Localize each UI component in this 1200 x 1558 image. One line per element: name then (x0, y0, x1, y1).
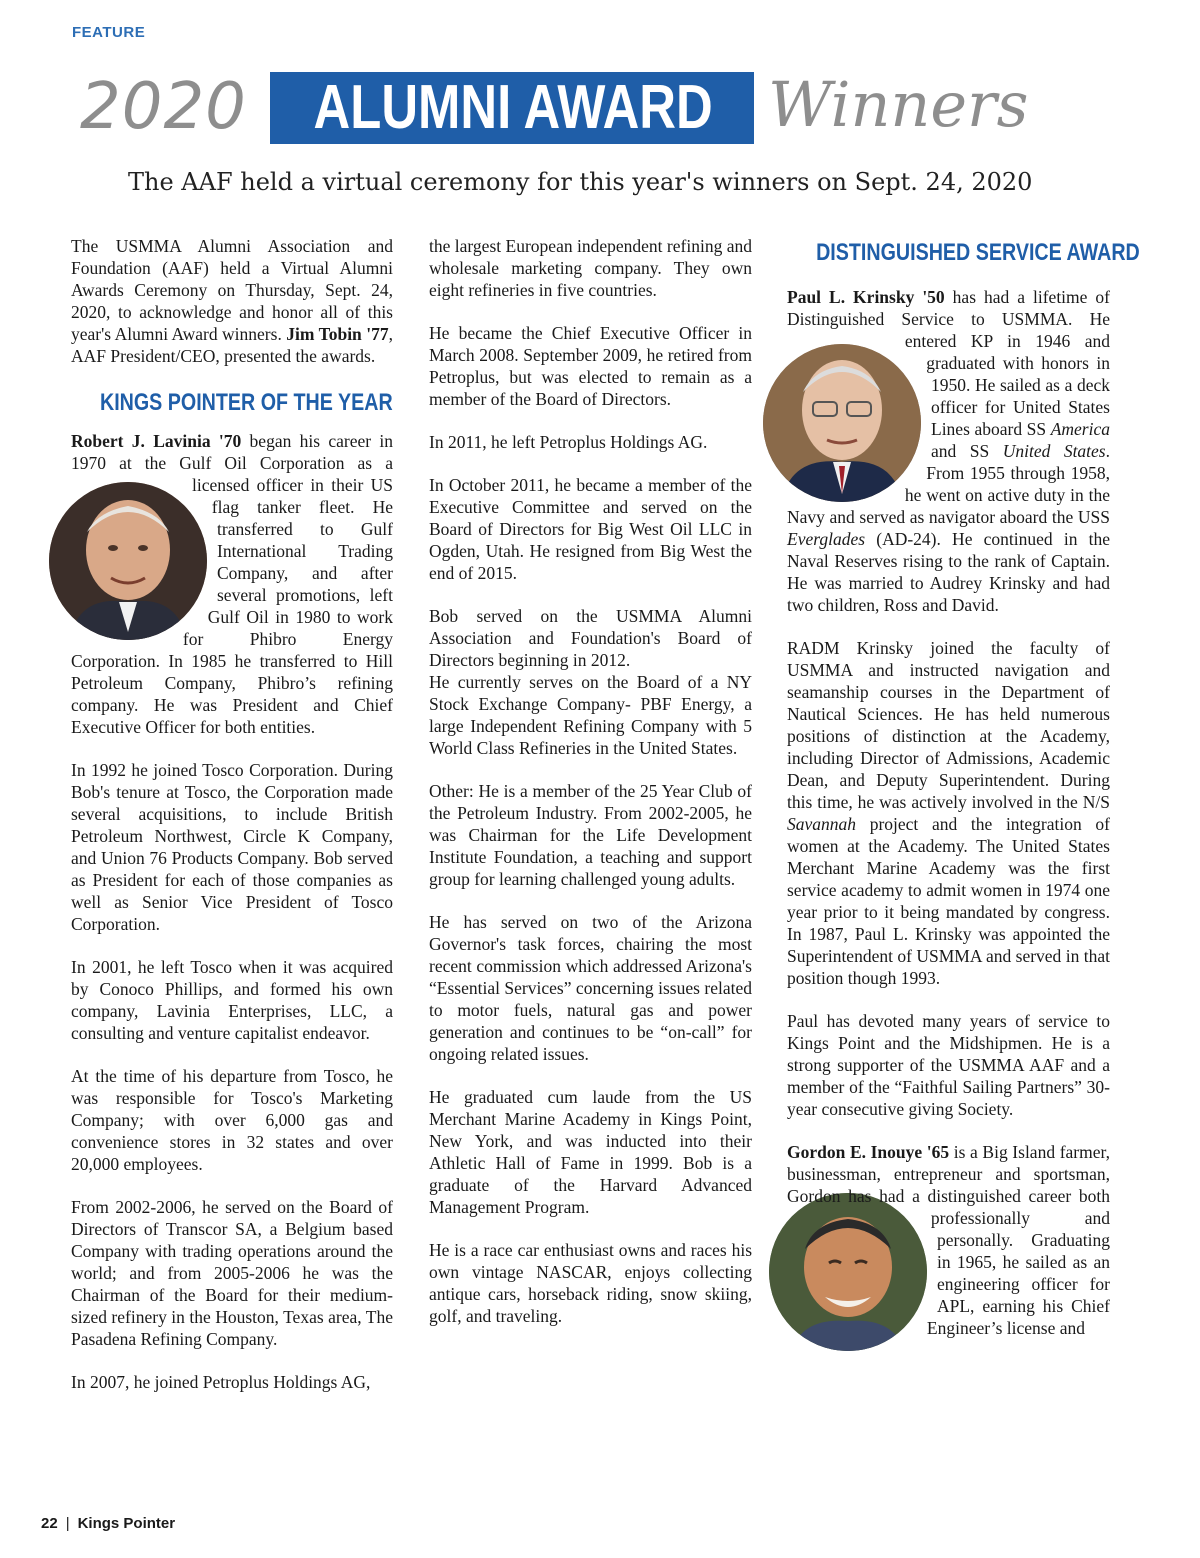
inouye-bio (787, 1141, 1110, 1339)
lavinia-lead: began his career in 1970 at the Gulf Oil Corporation as (71, 431, 393, 473)
column-1 (71, 235, 393, 1414)
paragraph: He became the Chief Executive Officer in March 2008. September 2009, he retired from Petroplus, but was elected to remain as a member of the Board of Directors. (429, 323, 752, 409)
paragraph: In 1992 he joined Tosco Corporation. During Bob's tenure at Tosco, the Corporation made several acquisitions, to include British Petroleum Northwest, Circle K Company, and Union 76 Products Company. Bob served as President for each of those companies as well as Senior Vice President of Tosco Corporation. (71, 760, 393, 934)
paragraph: In 2007, he joined Petroplus Holdings AG, (71, 1372, 371, 1392)
inouye-lead: is a Big Island farmer, businessman, entrepreneur and sportsman, Gordon has had (787, 1142, 1110, 1206)
subtitle: The AAF held a virtual ceremony for this year's winners on Sept. 24, 2020 (128, 168, 1033, 196)
inouye-portrait (769, 1193, 927, 1351)
krinsky-text: He entered KP in 1946 and graduated with honors in 1950. He sailed as a deck officer for United States Lines aboard SS America and SS United States. From 1955 through 1958, he went on active duty in the Navy and served as navigator aboard the USS Everglades (AD-24). He continued in the Naval Reserves rising to the rank of Captain. He was married to Audrey Krinsky and had two children, Ross and David. (787, 309, 1110, 615)
lavinia-portrait (49, 482, 207, 640)
column-2 (429, 235, 752, 1348)
krinsky-portrait (763, 344, 921, 502)
paragraph: Other: He is a member of the 25 Year Club of the Petroleum Industry. From 2002-2005, he was Chairman for the Life Development Institute Foundation, a teaching and support group for learning challenged young adults. (429, 781, 752, 889)
title-banner (270, 72, 754, 144)
publication-name: Kings Pointer (77, 1515, 176, 1532)
krinsky-bio (787, 286, 1110, 616)
page-title (0, 70, 1200, 146)
paragraph: He graduated cum laude from the US Merchant Marine Academy in Kings Point, New York, and was inducted into their Athletic Hall of Fame in 1999. Bob is a graduate of the Harvard Advanced Management Program. (429, 1087, 752, 1217)
ship-name: Everglades (787, 529, 866, 549)
page-number: 22 (41, 1515, 58, 1532)
lavinia-bio (71, 430, 393, 738)
title-year: 2020 (80, 70, 247, 144)
paragraph: Paul has devoted many years of service to Kings Point and the Midshipmen. He is a strong supporter of the USMMA AAF and a member of the “Faithful Sailing Partners” 30-year consecutive giving Society. (787, 1011, 1110, 1119)
paragraph: the largest European independent refining and wholesale marketing company. They own eight refineries in five countries. (429, 236, 752, 300)
paragraph: In 2011, he left Petroplus Holdings AG. (429, 432, 708, 452)
footer-separator: | (65, 1515, 70, 1532)
paragraph: RADM Krinsky joined the faculty of USMMA and instructed navigation and seamanship courses in the Department of Nautical Sciences. He has held numerous positions of distinction at the Academy, including Director of Admissions, Academic Dean, and Deputy Superintendent. During this time, he was actively involved in the N/S Savannah project and the integration of women at the Academy. The United States Merchant Marine Academy was the first service academy to admit women in 1974 one year prior to it being mandated by congress. In 1987, Paul L. Krinsky was appointed the Superintendent of USMMA and served in that position though 1993. (787, 638, 1110, 988)
inouye-name: Gordon E. Inouye '65 (787, 1142, 950, 1162)
inouye-text: a distinguished career both professionally and personally. Graduating in 1965, he sailed as an engineering officer for APL, earning his Chief Engineer’s license and (912, 1186, 1110, 1338)
intro-paragraph: The USMMA Alumni Association and Foundation (AAF) held a Virtual Alumni Awards Ceremony on Thursday, Sept. 24, 2020, to acknowledge and honor all of this year's Alumni Award winners. Jim Tobin '77, AAF President/CEO, presented the awards. (71, 236, 393, 366)
paragraph: Bob served on the USMMA Alumni Association and Foundation's Board of Directors beginning in 2012. He currently serves on the Board of a NY Stock Exchange Company- PBF Energy, a large Independent Refining Company with 5 World Class Refineries in the United States. (429, 606, 752, 758)
paragraph: At the time of his departure from Tosco, he was responsible for Tosco's Marketing Company; with over 6,000 gas and convenience stores in 32 states and over 20,000 employees. (71, 1066, 393, 1174)
ship-name: Savannah (787, 814, 857, 834)
krinsky-name: Paul L. Krinsky '50 (787, 287, 945, 307)
title-script: Winners (768, 68, 1029, 141)
section-label: FEATURE (72, 24, 146, 41)
krinsky-lead: has had a lifetime of Distinguished Service to USMMA. (787, 287, 1110, 329)
lavinia-text: a licensed officer in their US flag tanker fleet. He transferred to Gulf International Trading Company, and after several promotions, left Gulf Oil in 1980 to work for Phibro Energy Corporation. In 1985 he transferred to Hill Petroleum Company, Phibro’s refining company. He was President and Chief Executive Officer for both entities. (71, 453, 393, 737)
paragraph: He is a race car enthusiast owns and races his own vintage NASCAR, enjoys collecting antique cars, horseback riding, snow skiing, golf, and traveling. (429, 1240, 752, 1326)
title-main: ALUMNI AWARD (313, 73, 713, 142)
paragraph: He has served on two of the Arizona Governor's task forces, chairing the most recent commission which addressed Arizona's “Essential Services” concerning issues related to motor fuels, natural gas and power generation and continues to be “on-call” for ongoing related issues. (429, 912, 752, 1064)
paragraph: In 2001, he left Tosco when it was acquired by Conoco Phillips, and formed his own company, Lavinia Enterprises, LLC, a consulting and venture capitalist endeavor. (71, 957, 393, 1043)
ship-name: America (1050, 419, 1110, 439)
distinguished-service-heading: DISTINGUISHED SERVICE AWARD (816, 239, 1140, 266)
column-3 (787, 238, 1140, 1360)
paragraph: In October 2011, he became a member of the Executive Committee and served on the Board of Directors for Big West Oil LLC in Ogden, Utah. He resigned from Big West the end of 2015. (429, 475, 752, 583)
kings-pointer-heading: KINGS POINTER OF THE YEAR (99, 389, 393, 416)
presenter-name: Jim Tobin '77 (286, 324, 389, 344)
page-footer (41, 1515, 175, 1532)
paragraph: From 2002-2006, he served on the Board of Directors of Transcor SA, a Belgium based Company with trading operations around the world; and from 2005-2006 he was the Chairman of the Board for their medium-sized refinery in the Houston, Texas area, The Pasadena Refining Company. (71, 1197, 393, 1349)
lavinia-name: Robert J. Lavinia '70 (71, 431, 242, 451)
ship-name: United States (1002, 441, 1106, 461)
